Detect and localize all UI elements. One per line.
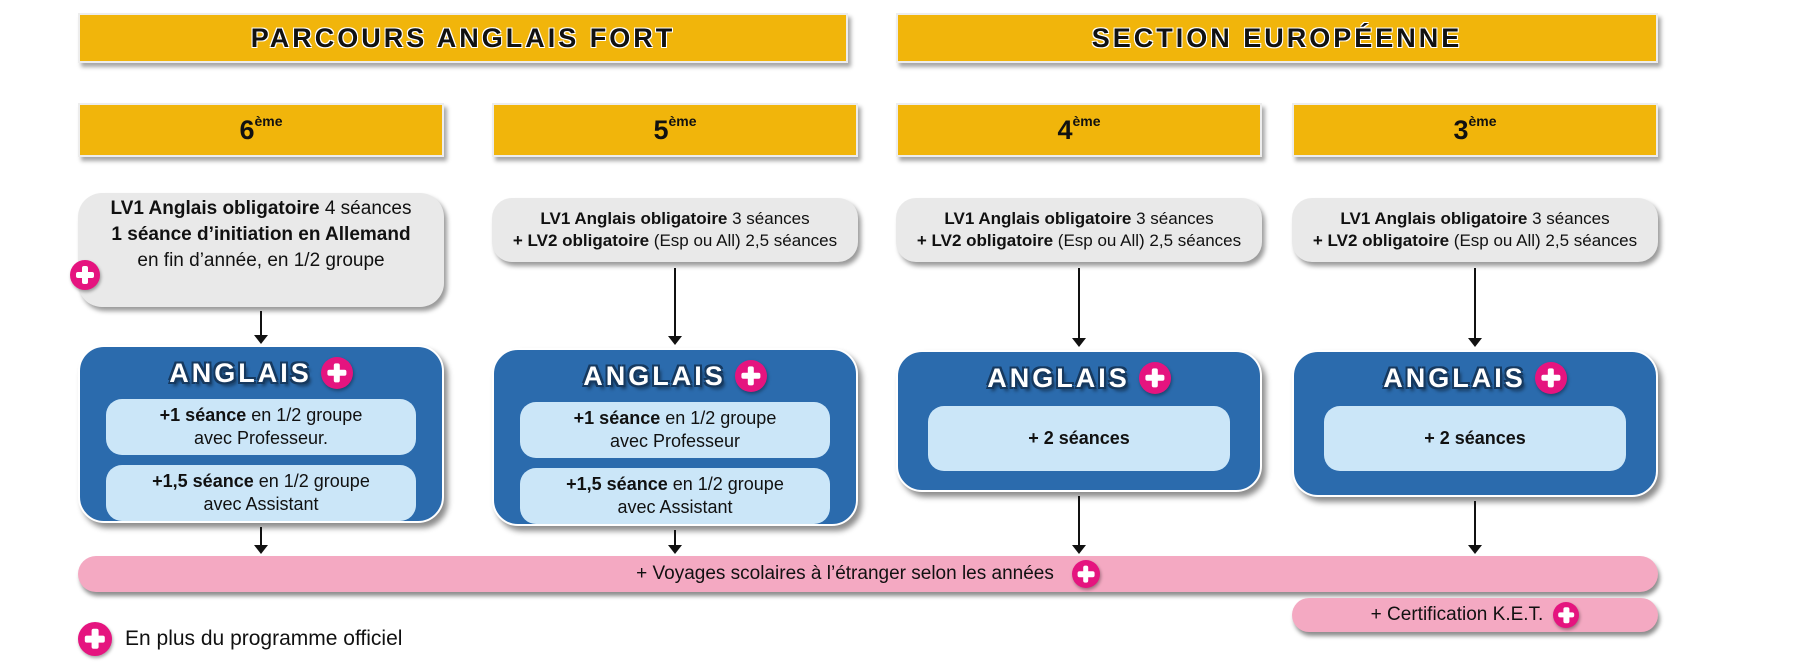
info-line: + LV2 obligatoire (Esp ou All) 2,5 séances [916,231,1242,250]
anglais-title-row [494,356,856,396]
plus-icon [735,360,767,392]
session-box: +1 séance en 1/2 groupe avec Professeur [520,402,830,458]
arrow-down-icon [260,311,262,335]
info-line: LV1 Anglais obligatoire 3 séances [540,208,810,228]
anglais-box-5eme [492,348,858,526]
header-section-europeenne [896,13,1658,63]
arrow-down-icon [1078,268,1080,338]
plus-icon [70,260,100,290]
arrow-down-icon [1474,268,1476,338]
grade-number: 3 [1453,114,1469,145]
session-box: +1,5 séance en 1/2 groupe avec Assistant [106,465,416,521]
grade-number: 6 [239,114,255,145]
anglais-title: ANGLAIS [987,362,1130,393]
info-line: + LV2 obligatoire (Esp ou All) 2,5 séances [1312,231,1638,250]
plus-icon [1072,560,1100,588]
session-box: +1 séance en 1/2 groupe avec Professeur. [106,399,416,455]
arrow-down-icon [1474,501,1476,545]
arrow-down-icon [674,268,676,336]
anglais-title: ANGLAIS [583,360,726,391]
info-line: en fin d’année, en 1/2 groupe [137,250,385,272]
arrow-down-icon [674,530,676,545]
anglais-title-row [898,358,1260,398]
info-box-5eme [492,198,858,262]
anglais-box-4eme [896,350,1262,492]
header-parcours-anglais-fort [78,13,848,63]
anglais-title-row [80,353,442,393]
info-box-3eme [1292,198,1658,262]
info-box-4eme [896,198,1262,262]
plus-icon [1535,362,1567,394]
grade-box-4eme [896,103,1262,157]
arrow-down-icon [1078,496,1080,545]
grade-number: 5 [653,114,669,145]
session-box: + 2 séances [928,406,1230,471]
certification-label: + Certification K.E.T. [1370,604,1544,625]
plus-icon [78,622,112,656]
info-line: + LV2 obligatoire (Esp ou All) 2,5 séances [512,231,838,250]
anglais-title: ANGLAIS [1383,362,1526,393]
anglais-title-row [1294,358,1656,398]
info-line: LV1 Anglais obligatoire 3 séances [1340,208,1610,228]
certification-bar [1292,598,1658,632]
voyages-label: + Voyages scolaires à l’étranger selon les années [636,563,1054,584]
grade-box-3eme [1292,103,1658,157]
grade-box-5eme [492,103,858,157]
anglais-title: ANGLAIS [169,357,312,388]
info-line: 1 séance d’initiation en Allemand [111,223,411,245]
plus-icon [1553,602,1579,628]
header-label: PARCOURS ANGLAIS FORT [250,22,676,53]
session-box: + 2 séances [1324,406,1626,471]
plus-icon [321,357,353,389]
grade-suffix: ème [254,113,283,129]
header-label: SECTION EUROPÉENNE [1091,22,1463,53]
legend-label: En plus du programme officiel [125,627,403,650]
grade-suffix: ème [1072,113,1101,129]
legend [78,622,402,656]
info-box-6eme [78,193,444,307]
grade-box-6eme [78,103,444,157]
voyages-bar [78,556,1658,592]
grade-suffix: ème [668,113,697,129]
grade-suffix: ème [1468,113,1497,129]
session-box: +1,5 séance en 1/2 groupe avec Assistant [520,468,830,524]
anglais-box-3eme [1292,350,1658,497]
info-line: LV1 Anglais obligatoire 3 séances [944,208,1214,228]
anglais-box-6eme [78,345,444,523]
arrow-down-icon [260,527,262,545]
grade-number: 4 [1057,114,1073,145]
info-line: LV1 Anglais obligatoire 4 séances [110,197,412,219]
plus-icon [1139,362,1171,394]
